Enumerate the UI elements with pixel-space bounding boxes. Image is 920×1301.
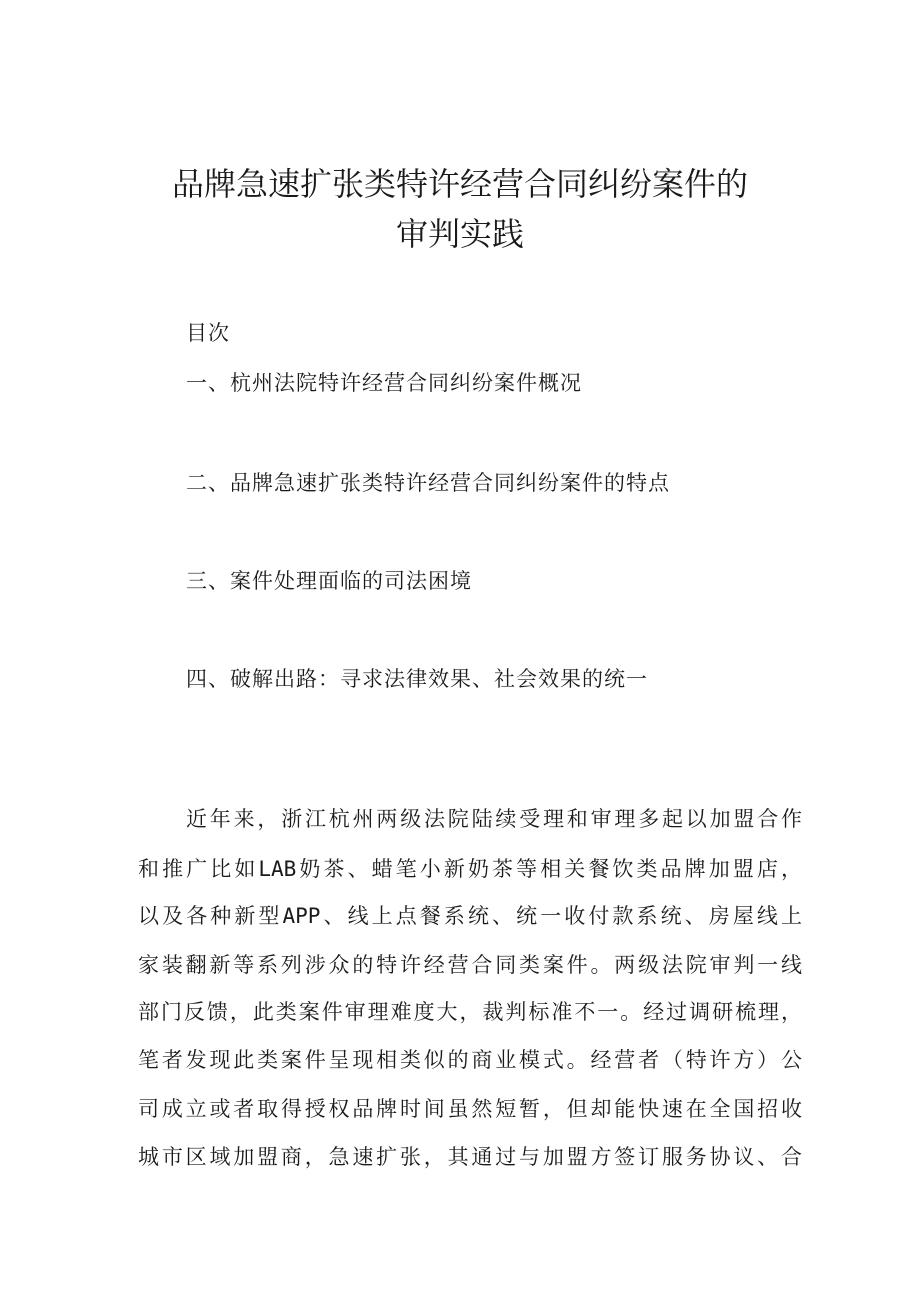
body-paragraph-line: 家装翻新等系列涉众的特许经营合同类案件。两级法院审判一线 <box>138 953 802 977</box>
toc-item-3: 三、案件处理面临的司法困境 <box>186 569 472 593</box>
body-paragraph-line: 城市区域加盟商，急速扩张，其通过与加盟方签订服务协议、合 <box>138 1145 802 1169</box>
body-paragraph-line: 以及各种新型APP、线上点餐系统、统一收付款系统、房屋线上 <box>138 904 802 928</box>
document-title-line-1: 品牌急速扩张类特许经营合同纠纷案件的 <box>171 165 748 203</box>
body-paragraph-line: 司成立或者取得授权品牌时间虽然短暂，但却能快速在全国招收 <box>138 1097 802 1121</box>
body-paragraph-line: 笔者发现此类案件呈现相类似的商业模式。经营者（特许方）公 <box>138 1048 802 1072</box>
toc-item-1: 一、杭州法院特许经营合同纠纷案件概况 <box>186 371 582 395</box>
body-paragraph-line: 近年来，浙江杭州两级法院陆续受理和审理多起以加盟合作 <box>186 807 802 831</box>
document-title-line-2: 审判实践 <box>395 215 524 253</box>
toc-item-4: 四、破解出路：寻求法律效果、社会效果的统一 <box>186 667 648 691</box>
body-paragraph-line: 部门反馈，此类案件审理难度大，裁判标准不一。经过调研梳理， <box>138 1000 802 1024</box>
toc-item-2: 二、品牌急速扩张类特许经营合同纠纷案件的特点 <box>186 471 670 495</box>
body-paragraph-line: 和推广比如LAB奶茶、蜡笔小新奶茶等相关餐饮类品牌加盟店， <box>138 857 802 881</box>
toc-heading: 目次 <box>186 321 230 345</box>
